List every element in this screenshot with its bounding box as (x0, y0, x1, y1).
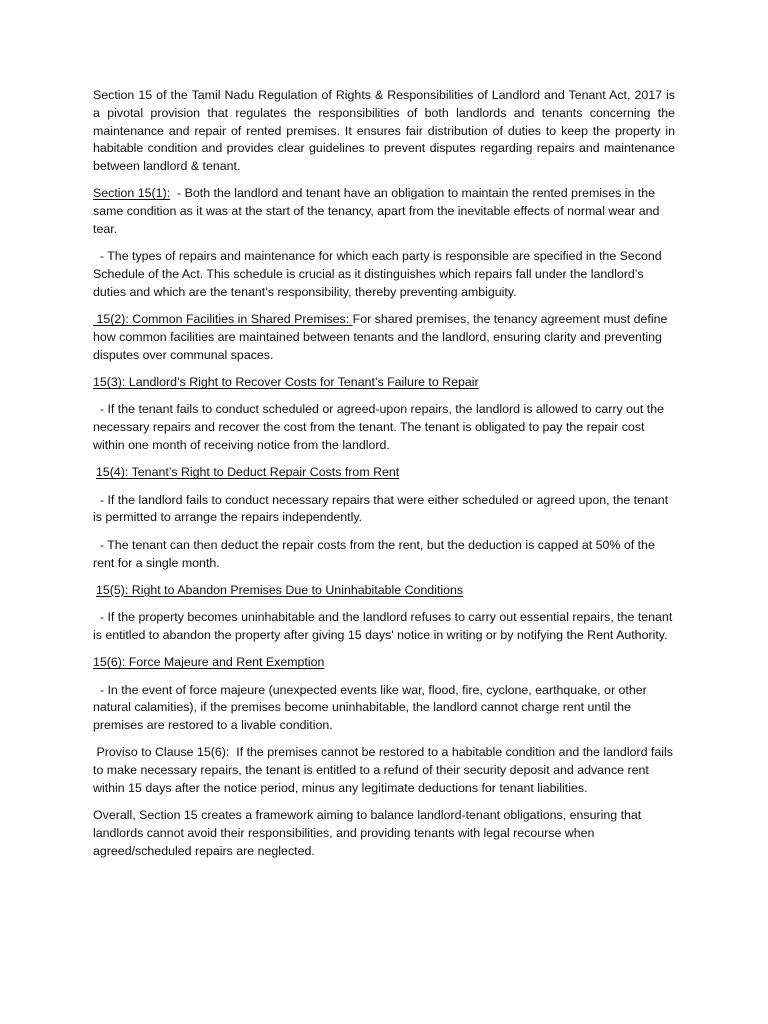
section-15-6-paragraph: - In the event of force majeure (unexpected events like war, flood, fire, cyclone, earthquake, or other natural calamities), if the premises become uninhabitable, the landlord cannot charge rent until the premises are restored to a livable condition. (93, 682, 651, 733)
section-15-6-heading-text: 15(6): Force Majeure and Rent Exemption (93, 655, 325, 670)
section-15-6-heading (93, 654, 675, 672)
section-15-4-heading-text: 15(4): Tenant’s Right to Deduct Repair Costs from Rent (96, 465, 400, 480)
intro-paragraph: Section 15 of the Tamil Nadu Regulation of Rights & Responsibilities of Landlord and Tenant Act, 2017 is a pivotal provision that regulates the responsibilities of both landlords and tenants concerning the maintenance and repair of rented premises. It ensures fair distribution of duties to keep the property in habitable condition and provides clear guidelines to prevent disputes regarding repairs and maintenance between landlord & tenant. (93, 88, 675, 174)
section-15-4-deduction-paragraph: - The tenant can then deduct the repair costs from the rent, but the deduction is capped at 50% of the rent for a single month. (93, 537, 659, 570)
section-15-5-heading-text: 15(5): Right to Abandon Premises Due to Uninhabitable Conditions (96, 582, 464, 597)
section-15-1-heading: Section 15(1): (93, 186, 171, 201)
proviso-paragraph: Proviso to Clause 15(6): If the premises cannot be restored to a habitable condition and the landlord fails to make necessary repairs, the tenant is entitled to a refund of their security deposit and advance rent within 15 days after the notice period, minus any legitimate deductions for tenant liabilities. (93, 745, 677, 795)
section-15-5-paragraph: - If the property becomes uninhabitable and the landlord refuses to carry out essential repairs, the tenant is entitled to abandon the property after giving 15 days' notice in writing or by notifying the Rent Authority. (93, 610, 676, 642)
section-15-3-heading (93, 374, 675, 392)
section-15-3-paragraph: - If the tenant fails to conduct scheduled or agreed-upon repairs, the landlord is allowed to carry out the necessary repairs and recover the cost from the tenant. The tenant is obligated to pay the repair cost within one month of receiving notice from the landlord. (93, 402, 668, 453)
section-15-4-paragraph: - If the landlord fails to conduct necessary repairs that were either scheduled or agreed upon, the tenant is permitted to arrange the repairs independently. (93, 492, 672, 525)
section-15-2-paragraph (93, 311, 675, 364)
section-15-4-heading (93, 464, 675, 482)
section-15-1-text: - Both the landlord and tenant have an obligation to maintain the rented premises in the same condition as it was at the start of the tenancy, apart from the inevitable effects of normal wear and tear. (93, 186, 663, 237)
section-15-3-heading-text: 15(3): Landlord’s Right to Recover Costs for Tenant’s Failure to Repair (93, 375, 479, 390)
conclusion-paragraph: Overall, Section 15 creates a framework aiming to balance landlord-tenant obligations, ensuring that landlords cannot avoid their responsibilities, and providing tenants with legal recourse when agreed/scheduled repairs are neglected. (93, 808, 642, 858)
section-15-2-heading: 15(2): Common Facilities in Shared Premises: (93, 312, 353, 327)
section-15-5-heading (93, 582, 675, 600)
section-15-1-paragraph (93, 185, 675, 238)
section-15-2-text: For shared premises, the tenancy agreement must define how common facilities are maintained between tenants and the landlord, ensuring clarity and preventing disputes over communal spaces. (93, 312, 671, 362)
section-15-1-schedule-paragraph: - The types of repairs and maintenance for which each party is responsible are specified in the Second Schedule of the Act. This schedule is crucial as it distinguishes which repairs fall under the landlord’s duties and which are the tenant’s responsibility, thereby preventing ambiguity. (93, 249, 666, 299)
document-page (93, 87, 675, 870)
